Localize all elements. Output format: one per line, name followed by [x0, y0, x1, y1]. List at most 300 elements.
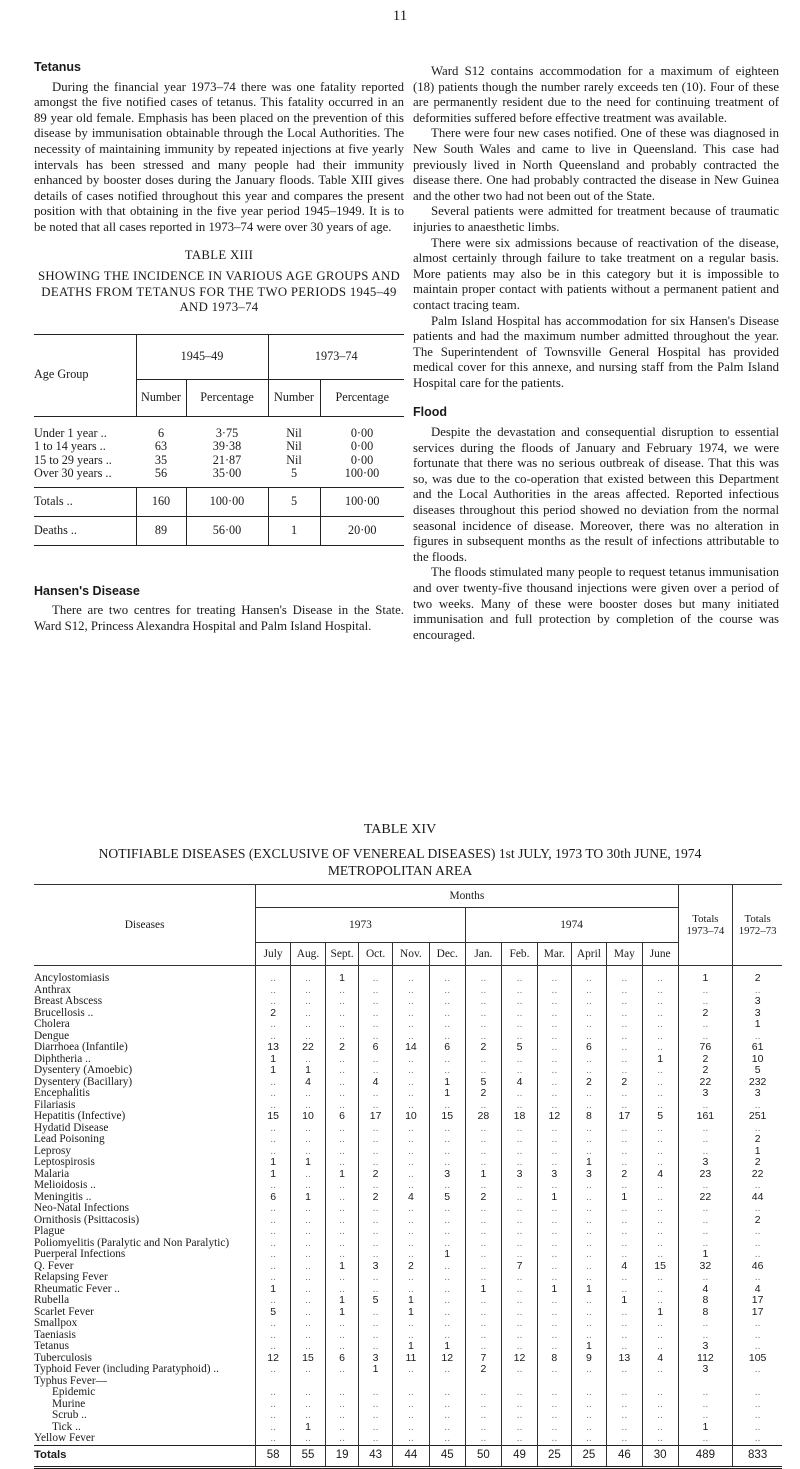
cell-value: ..	[393, 1399, 430, 1411]
cell-value: ..	[359, 1100, 393, 1112]
totals-label: Totals	[34, 1445, 256, 1467]
cell-value: ..	[393, 1031, 430, 1043]
total-1973-74: 3	[678, 1341, 733, 1353]
cell-value: 3	[359, 1261, 393, 1273]
cell-value: ..	[429, 1410, 465, 1422]
table14	[34, 884, 782, 1469]
cell-value: ..	[502, 1249, 538, 1261]
cell-value: ..	[642, 1330, 678, 1342]
cell-value: ..	[325, 1284, 358, 1296]
cell-value: ..	[642, 1134, 678, 1146]
cell-value: ..	[290, 1433, 325, 1445]
deaths-row: Deaths .. 89 56·00 1 20·00	[34, 516, 404, 545]
cell-value: ..	[393, 1364, 430, 1376]
cell-value: ..	[502, 1364, 538, 1376]
cell-value: ..	[571, 1433, 606, 1445]
cell-value: 12	[256, 1353, 291, 1365]
cell-value: ..	[325, 1157, 358, 1169]
cell-value: ..	[256, 1399, 291, 1411]
cell-value: ..	[465, 1157, 502, 1169]
cell-value: 10	[393, 1111, 430, 1123]
cell-value: ..	[359, 1341, 393, 1353]
total-1972-73: 3	[733, 1088, 782, 1100]
cell-value: ..	[359, 1215, 393, 1227]
total-1972-73: 2	[733, 1134, 782, 1146]
cell-value: ..	[571, 1238, 606, 1250]
cell-value: ..	[502, 966, 538, 985]
cell-value: ..	[393, 1410, 430, 1422]
total-1972-73: 4	[733, 1284, 782, 1296]
cell-value: ..	[502, 1134, 538, 1146]
cell-value: ..	[429, 1123, 465, 1135]
cell-value: ..	[359, 1019, 393, 1031]
cell-value: 4	[290, 1077, 325, 1089]
total-1972-73: 46	[733, 1261, 782, 1273]
cell-value: ..	[537, 1330, 571, 1342]
cell-value: ..	[571, 1134, 606, 1146]
cell-value: ..	[642, 1249, 678, 1261]
table14-subtitle-line1: NOTIFIABLE DISEASES (EXCLUSIVE OF VENEREAL DISEASES) 1st JULY, 1973 TO 30th JUNE, 1974	[98, 846, 702, 861]
cell-value: ..	[359, 1065, 393, 1077]
cell-value: ..	[429, 1422, 465, 1434]
total-1972-73: 3	[733, 996, 782, 1008]
cell-value: ..	[256, 1249, 291, 1261]
cell-value: ..	[359, 1180, 393, 1192]
table-row	[34, 1272, 782, 1284]
total-1972-73: 44	[733, 1192, 782, 1204]
table13	[34, 334, 404, 546]
cell-value: ..	[359, 1203, 393, 1215]
table-row	[34, 1065, 782, 1077]
cell-value: ..	[290, 985, 325, 997]
disease-name: Cholera	[34, 1018, 70, 1030]
cell-value: ..	[465, 1318, 502, 1330]
col-month-5: Dec.	[429, 943, 465, 966]
cell-value: 2	[256, 1008, 291, 1020]
cell-value: ..	[502, 1054, 538, 1066]
cell-value: ..	[571, 1203, 606, 1215]
cell-value: ..	[256, 985, 291, 997]
table-row	[34, 1399, 782, 1411]
cell-value: ..	[606, 1146, 642, 1158]
cell-value: ..	[429, 1238, 465, 1250]
total-1972-73: ..	[733, 1422, 782, 1434]
total-1972-73: 10	[733, 1054, 782, 1066]
cell-value: 4	[642, 1169, 678, 1181]
cell-value: ..	[537, 1077, 571, 1089]
col-month-3: Oct.	[359, 943, 393, 966]
total-cell: 46	[606, 1445, 642, 1467]
total-1973-74: ..	[678, 1146, 733, 1158]
cell-value: ..	[537, 1134, 571, 1146]
disease-name: Rubella	[34, 1294, 70, 1306]
cell-value: ..	[325, 1422, 358, 1434]
cell-value: ..	[642, 1341, 678, 1353]
cell-value: ..	[571, 1399, 606, 1411]
cell-value: ..	[571, 1031, 606, 1043]
total-1972-73: ..	[733, 1031, 782, 1043]
disease-name: Plague	[34, 1225, 65, 1237]
table-row	[34, 1134, 782, 1146]
cell-value: 2	[465, 1364, 502, 1376]
cell-value: 1	[537, 1192, 571, 1204]
cell-value: ..	[393, 1123, 430, 1135]
cell-value: ..	[537, 985, 571, 997]
cell-value: 1	[393, 1307, 430, 1319]
cell-value: 4	[502, 1077, 538, 1089]
cell-value: ..	[290, 1249, 325, 1261]
cell-value: ..	[606, 1203, 642, 1215]
cell-value: ..	[465, 1295, 502, 1307]
cell-value: ..	[537, 1226, 571, 1238]
cell-value: ..	[571, 1192, 606, 1204]
cell-value: ..	[256, 1031, 291, 1043]
cell-value: ..	[606, 1031, 642, 1043]
grand-total-1972-73: 833	[733, 1445, 782, 1467]
col-month-9: April	[571, 943, 606, 966]
cell-value: ..	[606, 1364, 642, 1376]
cell-value: ..	[359, 1284, 393, 1296]
cell-value: ..	[571, 1422, 606, 1434]
cell-value: ..	[429, 1364, 465, 1376]
cell-value: ..	[537, 1387, 571, 1399]
total-1972-73: ..	[733, 1272, 782, 1284]
cell-value: ..	[606, 1042, 642, 1054]
cell-value: ..	[359, 996, 393, 1008]
cell-value: ..	[359, 1054, 393, 1066]
cell-value: ..	[359, 1433, 393, 1445]
cell-value: ..	[290, 1284, 325, 1296]
cell-value: ..	[325, 1054, 358, 1066]
cell-value: ..	[429, 1157, 465, 1169]
cell-value: ..	[393, 1422, 430, 1434]
cell-value: ..	[429, 996, 465, 1008]
cell-value: 5	[502, 1042, 538, 1054]
cell-value: 1	[642, 1307, 678, 1319]
cell-value: ..	[325, 1088, 358, 1100]
cell-value: ..	[502, 1226, 538, 1238]
table14-subtitle-line2: METROPOLITAN AREA	[327, 863, 473, 878]
table-row	[34, 1341, 782, 1353]
cell-value: ..	[256, 1180, 291, 1192]
cell-value: ..	[465, 1422, 502, 1434]
cell-value: 4	[393, 1192, 430, 1204]
cell-value: ..	[290, 1330, 325, 1342]
total-1972-73: 17	[733, 1295, 782, 1307]
cell-value: 5	[642, 1111, 678, 1123]
cell-value: ..	[465, 1238, 502, 1250]
new-cases-paragraph: There were four new cases notified. One of these was diagnosed in New South Wales and came to live in Queensland. This case had previously lived in North Queensland and probably contracted the disease there. One had probably contracted the disease in New Guinea and the other two had not been out of the State.	[413, 126, 779, 203]
total-1973-74: 3	[678, 1088, 733, 1100]
total-1973-74: 1	[678, 1249, 733, 1261]
cell-value: ..	[290, 1180, 325, 1192]
cell-value: ..	[429, 1284, 465, 1296]
cell-value: ..	[359, 1146, 393, 1158]
cell-value: 11	[393, 1353, 430, 1365]
cell-value: ..	[290, 1146, 325, 1158]
total-1973-74: ..	[678, 1180, 733, 1192]
cell-value: ..	[256, 1134, 291, 1146]
col-year-1973: 1973	[256, 908, 465, 943]
cell-value: 10	[290, 1111, 325, 1123]
cell-value: 6	[429, 1042, 465, 1054]
cell-value: 2	[359, 1169, 393, 1181]
cell-value: ..	[537, 1088, 571, 1100]
col-diseases: Diseases	[34, 885, 256, 966]
cell-value: 15	[429, 1111, 465, 1123]
total-1973-74: ..	[678, 1203, 733, 1215]
total-1973-74: ..	[678, 1226, 733, 1238]
cell-value: ..	[429, 966, 465, 985]
cell-value: ..	[290, 1399, 325, 1411]
cell-value: ..	[606, 996, 642, 1008]
total-1972-73: ..	[733, 1364, 782, 1376]
cell-value: ..	[537, 1123, 571, 1135]
cell-value: ..	[642, 985, 678, 997]
cell-value: ..	[393, 1077, 430, 1089]
cell-value: ..	[642, 1203, 678, 1215]
total-1973-74: 3	[678, 1364, 733, 1376]
cell-value: ..	[465, 1123, 502, 1135]
cell-value: ..	[606, 1180, 642, 1192]
cell-value: ..	[325, 1249, 358, 1261]
palm-island-paragraph: Palm Island Hospital has accommodation for six Hansen's Disease patients and had the maximum number admitted throughout the year. The Superintendent of Townsville General Hospital has provided medical cover for this annexe, and nursing staff from the Palm Island Hospital care for the patients.	[413, 313, 779, 390]
cell-value: ..	[502, 985, 538, 997]
cell-value: ..	[606, 1134, 642, 1146]
cell-value: ..	[502, 1422, 538, 1434]
disease-name: Filariasis	[34, 1098, 76, 1111]
cell-value: ..	[465, 1261, 502, 1273]
cell-value: ..	[290, 1341, 325, 1353]
table13-title: TABLE XIII	[184, 247, 254, 262]
total-cell: 45	[429, 1445, 465, 1467]
cell-value: ..	[642, 996, 678, 1008]
reactivation-paragraph: There were six admissions because of reactivation of the disease, almost certainly through failure to take treatment on a regular basis. More patients may also be in this category but it is impossible to maintain proper contact with patients without a permanent patient and contact tracing team.	[413, 235, 779, 312]
cell-value: ..	[393, 966, 430, 985]
cell-value: ..	[290, 1318, 325, 1330]
cell-value: ..	[359, 1422, 393, 1434]
cell-value: ..	[502, 1123, 538, 1135]
table-row	[34, 1433, 782, 1445]
cell-value: ..	[465, 1272, 502, 1284]
cell-value: 1	[571, 1341, 606, 1353]
cell-value: 2	[465, 1088, 502, 1100]
disease-name: Diarrhoea (Infantile)	[34, 1041, 128, 1053]
cell-value: 6	[571, 1042, 606, 1054]
cell-value: ..	[429, 1065, 465, 1077]
cell-value: ..	[393, 996, 430, 1008]
cell-value: 1	[429, 1249, 465, 1261]
cell-value: 6	[256, 1192, 291, 1204]
disease-name: Scarlet Fever	[34, 1305, 94, 1318]
cell-value: ..	[502, 1433, 538, 1445]
cell-value: ..	[465, 1215, 502, 1227]
cell-value: 8	[571, 1111, 606, 1123]
cell-value: 13	[256, 1042, 291, 1054]
cell-value: ..	[502, 1295, 538, 1307]
cell-value: ..	[429, 1146, 465, 1158]
cell-value: ..	[606, 1226, 642, 1238]
cell-value: 8	[537, 1353, 571, 1365]
cell-value: 2	[571, 1077, 606, 1089]
cell-value: ..	[606, 1100, 642, 1112]
hansen-paragraph: There are two centres for treating Hansen's Disease in the State. Ward S12, Princess Alexandra Hospital and Palm Island Hospital.	[34, 603, 404, 633]
cell-value: 12	[502, 1353, 538, 1365]
total-cell: 58	[256, 1445, 291, 1467]
cell-value: ..	[256, 1226, 291, 1238]
cell-value: ..	[393, 1134, 430, 1146]
cell-value: ..	[571, 966, 606, 985]
cell-value: ..	[465, 1249, 502, 1261]
cell-value: ..	[325, 1123, 358, 1135]
cell-value: 1	[429, 1341, 465, 1353]
cell-value: ..	[502, 1008, 538, 1020]
disease-name: Poliomyelitis (Paralytic and Non Paralytic)	[34, 1236, 230, 1249]
cell-value: ..	[571, 1123, 606, 1135]
cell-value: 15	[256, 1111, 291, 1123]
cell-value: ..	[537, 1031, 571, 1043]
cell-value: 1	[325, 1295, 358, 1307]
cell-value: ..	[290, 1272, 325, 1284]
cell-value: ..	[465, 1065, 502, 1077]
disease-name: Breast Abscess	[34, 995, 103, 1007]
cell-value: ..	[256, 1100, 291, 1112]
cell-value: ..	[465, 1399, 502, 1411]
cell-value: ..	[571, 1410, 606, 1422]
flood-paragraph: Despite the devastation and consequential disruption to essential services during the floods of January and February 1974, we were fortunate that there was no serious outbreak of disease. That this was so, was due to the co-operation that existed between this Department and the Local Authorities in the areas affected. Reported infectious diseases throughout this period showed no deviation from the normal seasonal incidence of disease. Moreover, there was no alteration in figures in subsequent months as the result of infections attributable to the floods.	[413, 425, 779, 564]
col-age-group: Age Group	[34, 334, 136, 416]
cell-value: ..	[606, 1341, 642, 1353]
cell-value: ..	[537, 1146, 571, 1158]
cell-value: ..	[502, 1307, 538, 1319]
cell-value: ..	[642, 1433, 678, 1445]
cell-value: ..	[642, 1031, 678, 1043]
cell-value: ..	[537, 1008, 571, 1020]
cell-value: ..	[290, 1387, 325, 1399]
cell-value: ..	[393, 1088, 430, 1100]
cell-value: ..	[571, 1065, 606, 1077]
cell-value: 1	[256, 1284, 291, 1296]
cell-value: ..	[429, 1261, 465, 1273]
cell-value: ..	[393, 985, 430, 997]
cell-value: ..	[502, 1272, 538, 1284]
cell-value: 1	[256, 1054, 291, 1066]
cell-value: ..	[393, 1019, 430, 1031]
cell-value: 5	[359, 1295, 393, 1307]
cell-value: ..	[642, 1215, 678, 1227]
cell-value: ..	[429, 1180, 465, 1192]
cell-value: ..	[256, 1146, 291, 1158]
cell-value: ..	[537, 1272, 571, 1284]
total-cell: 55	[290, 1445, 325, 1467]
cell-value: ..	[256, 1272, 291, 1284]
cell-value: 2	[393, 1261, 430, 1273]
cell-value: ..	[290, 1123, 325, 1135]
cell-value: 1	[465, 1284, 502, 1296]
cell-value: ..	[290, 1261, 325, 1273]
ward-paragraph: Ward S12 contains accommodation for a maximum of eighteen (18) patients though the number rarely exceeds ten (10). Four of these are permanently resident due to the need for continuing treatment of deformities suffered before effective treatment was available.	[413, 64, 779, 125]
cell-value: ..	[256, 1215, 291, 1227]
flood-heading: Flood	[413, 405, 448, 420]
traumatic-paragraph: Several patients were admitted for treatment because of traumatic injuries to anaesthetic limbs.	[413, 204, 779, 234]
total-cell: 25	[537, 1445, 571, 1467]
cell-value: ..	[465, 1008, 502, 1020]
total-1973-74: 2	[678, 1008, 733, 1020]
cell-value: ..	[359, 1088, 393, 1100]
total-1972-73: 232	[733, 1077, 782, 1089]
cell-value: ..	[325, 1180, 358, 1192]
cell-value: ..	[502, 1180, 538, 1192]
total-1972-73: ..	[733, 1180, 782, 1192]
cell-value: 2	[606, 1077, 642, 1089]
cell-value: ..	[256, 1088, 291, 1100]
table-row	[34, 1226, 782, 1238]
left-column	[34, 60, 404, 634]
cell-value: 1	[290, 1422, 325, 1434]
cell-value: 5	[256, 1307, 291, 1319]
cell-value: 2	[325, 1042, 358, 1054]
cell-value: ..	[571, 1261, 606, 1273]
cell-value: ..	[429, 1330, 465, 1342]
cell-value: 1	[537, 1284, 571, 1296]
cell-value: ..	[465, 966, 502, 985]
total-1973-74: 3	[678, 1157, 733, 1169]
total-1973-74: ..	[678, 1134, 733, 1146]
cell-value: ..	[393, 1157, 430, 1169]
cell-value: ..	[537, 1065, 571, 1077]
cell-value: ..	[502, 1215, 538, 1227]
cell-value: ..	[606, 985, 642, 997]
table-row	[34, 1088, 782, 1100]
table-row: Under 1 year .. 6 3·75 Nil 0·00	[34, 425, 374, 440]
cell-value: ..	[502, 1100, 538, 1112]
cell-value: ..	[393, 1226, 430, 1238]
cell-value: ..	[359, 1238, 393, 1250]
cell-value: ..	[642, 1157, 678, 1169]
disease-name: Dengue	[34, 1029, 70, 1042]
cell-value: 1	[290, 1157, 325, 1169]
total-1973-74: 4	[678, 1284, 733, 1296]
cell-value: ..	[642, 1100, 678, 1112]
cell-value: 6	[325, 1111, 358, 1123]
cell-value: ..	[393, 1272, 430, 1284]
cell-value: ..	[606, 1123, 642, 1135]
cell-value: 28	[465, 1111, 502, 1123]
cell-value: ..	[465, 1146, 502, 1158]
cell-value: ..	[429, 1054, 465, 1066]
cell-value: ..	[256, 1019, 291, 1031]
col-month-7: Feb.	[502, 943, 538, 966]
cell-value: 1	[325, 1261, 358, 1273]
cell-value: 1	[325, 1307, 358, 1319]
cell-value: ..	[256, 1295, 291, 1307]
cell-value: ..	[537, 1249, 571, 1261]
col-percentage-2: Percentage	[320, 379, 404, 416]
cell-value: ..	[642, 1123, 678, 1135]
cell-value: ..	[325, 1226, 358, 1238]
disease-name: Tuberculosis	[34, 1351, 92, 1364]
total-1973-74: 8	[678, 1295, 733, 1307]
cell-value: ..	[465, 1433, 502, 1445]
cell-value: 1	[325, 1169, 358, 1181]
cell-value: 5	[465, 1077, 502, 1089]
cell-value: ..	[606, 1215, 642, 1227]
table13-subtitle: SHOWING THE INCIDENCE IN VARIOUS AGE GROUPS AND DEATHS FROM TETANUS FOR THE TWO PERIODS 1945–49 AND 1973–74	[37, 269, 401, 315]
cell-value: ..	[642, 966, 678, 985]
cell-value: ..	[642, 1238, 678, 1250]
cell-value: ..	[256, 1238, 291, 1250]
cell-value: ..	[571, 996, 606, 1008]
